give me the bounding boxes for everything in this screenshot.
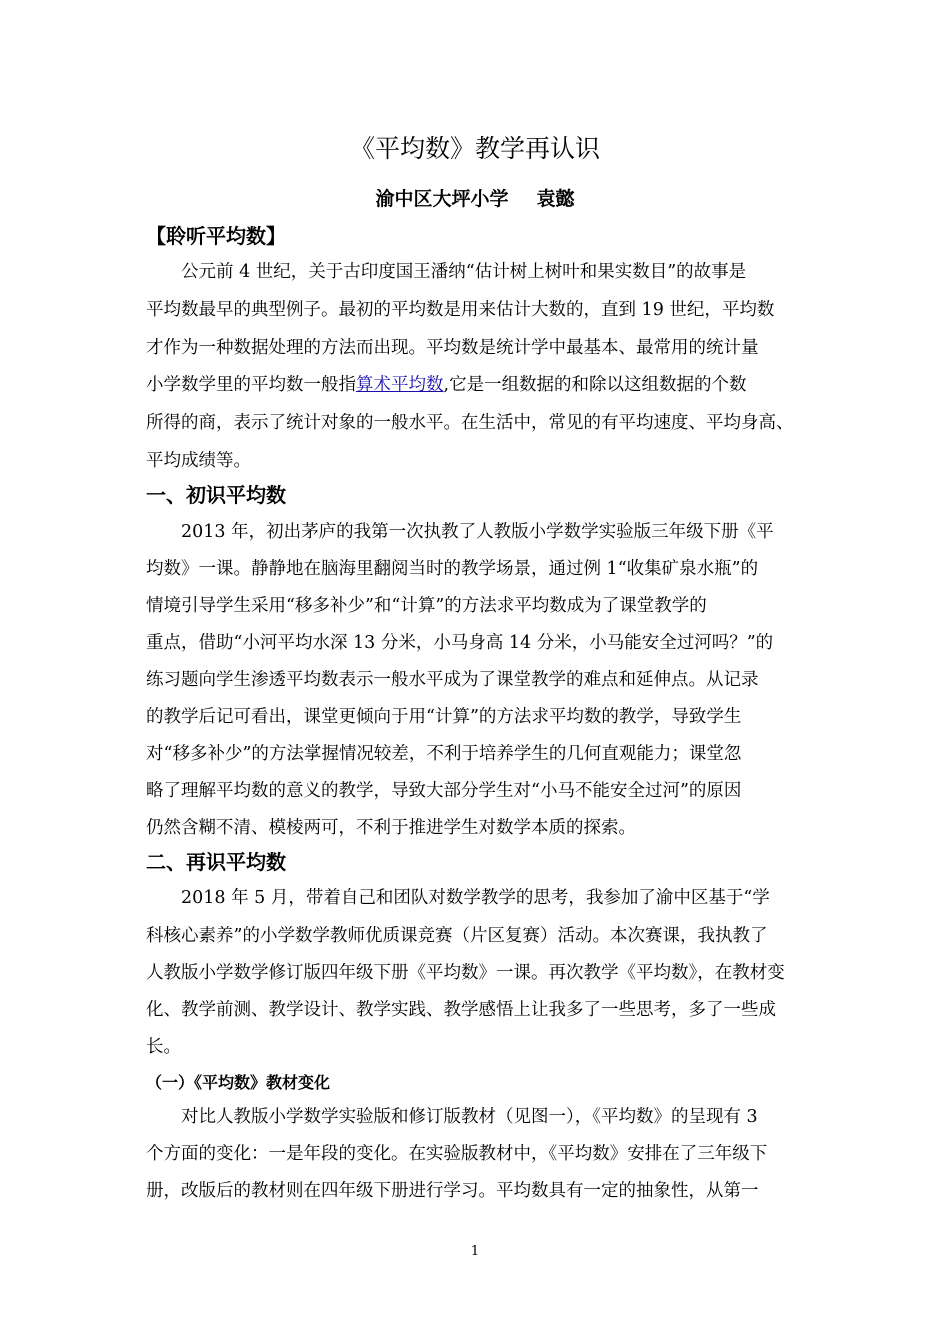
paragraph-line: 对比人教版小学数学实验版和修订版教材（见图一），《平均数》的呈现有 3: [181, 1107, 758, 1127]
page-number: 1: [470, 1244, 480, 1259]
paragraph-line: 所得的商，表示了统计对象的一般水平。在生活中，常见的有平均速度、平均身高、: [146, 413, 794, 433]
paragraph-line: [146, 373, 747, 397]
subsection-heading-textbook-changes: （一）《平均数》教材变化: [146, 1073, 331, 1092]
paragraph-line: 仍然含糊不清、模棱两可，不利于推进学生对数学本质的探索。: [146, 818, 636, 838]
paragraph-line: 公元前 4 世纪，关于古印度国王潘纳“估计树上树叶和果实数目”的故事是: [181, 262, 747, 282]
section-heading-second: 二、再识平均数: [146, 850, 286, 874]
paragraph-line: 情境引导学生采用“移多补少”和“计算”的方法求平均数成为了课堂教学的: [146, 596, 707, 616]
author-line: [0, 186, 950, 212]
paragraph-line: 册，改版后的教材则在四年级下册进行学习。平均数具有一定的抽象性，从第一: [146, 1181, 759, 1201]
paragraph-line: 略了理解平均数的意义的教学，导致大部分学生对“小马不能安全过河”的原因: [146, 781, 742, 801]
paragraph-line: 2013 年，初出茅庐的我第一次执教了人教版小学数学实验版三年级下册《平: [181, 522, 774, 542]
section-heading-first: 一、初识平均数: [146, 483, 286, 507]
section-heading-listen: 【聆听平均数】: [146, 224, 286, 248]
paragraph-line: 个方面的变化：一是年段的变化。在实验版教材中，《平均数》安排在了三年级下: [146, 1144, 768, 1164]
paragraph-line: 均数》一课。静静地在脑海里翻阅当时的教学场景，通过例 1“收集矿泉水瓶”的: [146, 559, 759, 579]
page-title: 《平均数》教学再认识: [349, 134, 600, 163]
author-name: 袁懿: [536, 188, 575, 210]
paragraph-line: 平均成绩等。: [146, 451, 251, 471]
line-text: ,它是一组数据的和除以这组数据的个数: [443, 375, 747, 395]
paragraph-line: 人教版小学数学修订版四年级下册《平均数》一课。再次教学《平均数》，在教材变: [146, 963, 785, 983]
paragraph-line: 2018 年 5 月，带着自己和团队对数学教学的思考，我参加了渝中区基于“学: [181, 888, 770, 908]
paragraph-line: 长。: [146, 1037, 181, 1057]
paragraph-line: 的教学后记可看出，课堂更倾向于用“计算”的方法求平均数的教学，导致学生: [146, 707, 742, 727]
paragraph-line: 科核心素养”的小学数学教师优质课竞赛（片区复赛）活动。本次赛课，我执教了: [146, 926, 768, 946]
arithmetic-mean-link[interactable]: 算术平均数: [356, 375, 444, 395]
line-text: 小学数学里的平均数一般指: [146, 375, 356, 395]
author-school: 渝中区大坪小学: [375, 188, 509, 210]
paragraph-line: 才作为一种数据处理的方法而出现。平均数是统计学中最基本、最常用的统计量: [146, 338, 759, 358]
paragraph-line: 化、教学前测、教学设计、教学实践、教学感悟上让我多了一些思考，多了一些成: [146, 1000, 776, 1020]
paragraph-line: 平均数最早的典型例子。最初的平均数是用来估计大数的，直到 19 世纪，平均数: [146, 300, 775, 320]
paragraph-line: 对“移多补少”的方法掌握情况较差，不利于培养学生的几何直观能力；课堂忽: [146, 744, 742, 764]
paragraph-line: 练习题向学生渗透平均数表示一般水平成为了课堂教学的难点和延伸点。从记录: [146, 670, 759, 690]
paragraph-line: 重点，借助“小河平均水深 13 分米，小马身高 14 分米，小马能安全过河吗？”的: [146, 633, 774, 653]
